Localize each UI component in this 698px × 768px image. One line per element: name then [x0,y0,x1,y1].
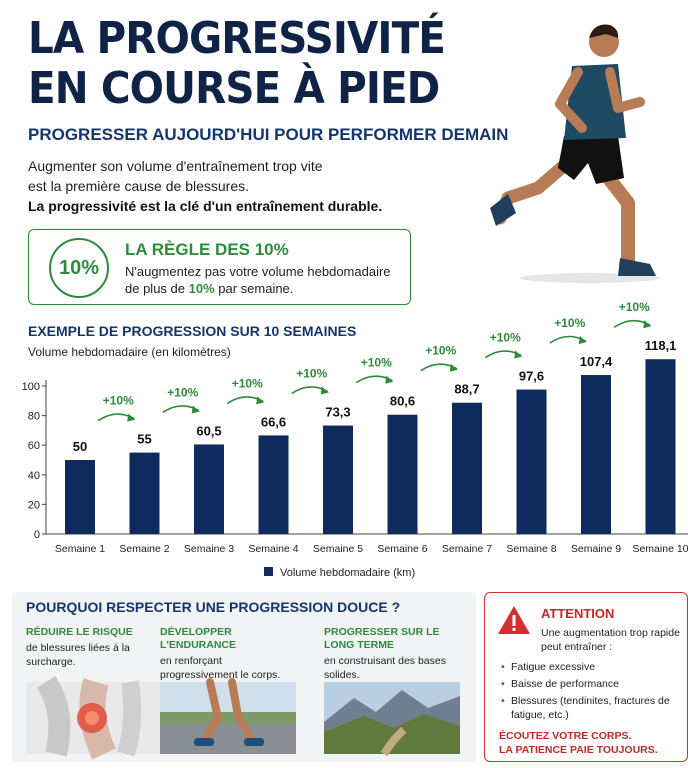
x-tick-label: Semaine 1 [54,543,106,555]
rule-title: LA RÈGLE DES 10% [125,240,289,259]
ten-percent-badge: 10% [49,238,109,298]
attention-footer [499,729,683,757]
bar [323,426,353,534]
mountain-trail-image [324,682,460,754]
why-column-risk [26,626,166,669]
x-tick-label: Semaine 7 [441,543,493,555]
bar-value-label: 50 [72,439,88,454]
attention-list-item: • Fatigue excessive [501,660,685,674]
x-tick-label: Semaine 2 [119,543,170,555]
rule-text-part1: N'augmentez pas votre volume hebdomadaire de plus de [125,264,391,296]
bar [452,403,482,534]
rule-box [28,229,411,305]
bar-value-label: 73,3 [325,404,351,420]
y-tick-label: 60 [27,440,40,453]
why-column-text: en renforçant progressivement le corps. [160,655,281,681]
bar [194,444,224,534]
chart-ylabel: Volume hebdomadaire (en kilomètres) [28,345,231,359]
why-column-head: RÉDUIRE LE RISQUE [26,626,133,638]
increment-label: +10% [167,385,199,400]
attention-footer-line-2: LA PATIENCE PAIE TOUJOURS. [499,744,658,756]
why-panel [12,592,476,762]
bar [259,435,289,534]
why-column-text: de blessures liées à la surcharge. [26,642,130,668]
knee-injury-image [26,682,162,754]
y-tick-label: 0 [33,529,40,541]
intro-line-2: est la première cause de blessures. [28,178,249,194]
intro-line-1: Augmenter son volume d'entraînement trop vite [28,158,323,174]
increment-label: +10% [425,343,457,358]
bar-value-label: 80,6 [389,393,416,409]
intro-line-3: La progressivité est la clé d'un entraînement durable. [28,198,383,214]
bar-value-label: 55 [137,431,152,447]
page-title [28,14,460,114]
warning-icon [497,605,531,635]
bar [388,415,418,534]
running-legs-image [160,682,296,754]
x-tick-label: Semaine 8 [506,543,557,555]
page-subtitle: PROGRESSER AUJOURD'HUI POUR PERFORMER DEMAIN [28,125,509,144]
x-tick-label: Semaine 10 [632,543,689,555]
increment-label: +10% [102,393,134,408]
increment-label: +10% [489,330,521,345]
y-tick-label: 100 [21,381,40,393]
x-tick-label: Semaine 9 [570,543,622,555]
why-column-long-term [324,626,464,682]
why-title: POURQUOI RESPECTER UNE PROGRESSION DOUCE ? [26,599,401,615]
bar-value-label: 97,6 [518,368,545,384]
bar [581,375,611,534]
x-tick-label: Semaine 6 [377,543,428,555]
bar [646,359,676,534]
attention-footer-line-1: ÉCOUTEZ VOTRE CORPS. [499,730,632,742]
attention-panel [484,592,688,762]
why-column-text: en construisant des bases solides. [324,655,446,681]
bar-value-label: 107,4 [579,354,613,370]
increment-label: +10% [618,300,650,315]
bar-value-label: 118,1 [644,338,677,354]
title-line-1: LA PROGRESSIVITÉ [28,13,446,64]
legend-swatch [264,567,273,576]
increment-label: +10% [554,316,586,331]
bar [517,390,547,534]
why-column-endurance [160,626,300,682]
why-column-head: DÉVELOPPER L'ENDURANCE [160,626,236,651]
rule-text [125,263,405,297]
chart-title: EXEMPLE DE PROGRESSION SUR 10 SEMAINES [28,323,357,339]
bar [130,453,160,534]
intro-text [28,156,448,216]
runner-illustration [478,8,688,288]
y-tick-label: 80 [27,410,40,423]
y-tick-label: 20 [27,499,40,512]
x-tick-label: Semaine 3 [183,543,235,555]
attention-list [501,660,685,725]
increment-label: +10% [360,355,392,370]
legend-label: Volume hebdomadaire (km) [280,567,416,579]
bar-value-label: 60,5 [196,423,222,439]
x-tick-label: Semaine 5 [312,543,364,555]
attention-list-item: • Baisse de performance [501,677,685,691]
progression-bar-chart [0,300,698,587]
y-tick-label: 40 [27,469,40,482]
rule-text-part2: par semaine. [214,281,294,296]
bar [65,460,95,534]
rule-text-highlight: 10% [188,281,215,296]
attention-text: Une augmentation trop rapide peut entraîner : [541,627,680,653]
bar-value-label: 66,6 [260,414,287,430]
increment-label: +10% [231,376,263,391]
x-tick-label: Semaine 4 [248,543,299,555]
attention-list-item: • Blessures (tendinites, fractures de fatigue, etc.) [501,694,685,722]
title-line-2: EN COURSE À PIED [28,63,440,114]
increment-label: +10% [296,366,328,381]
attention-title: ATTENTION [541,606,615,621]
bar-value-label: 88,7 [454,381,480,397]
why-column-head: PROGRESSER SUR LE LONG TERME [324,626,440,651]
